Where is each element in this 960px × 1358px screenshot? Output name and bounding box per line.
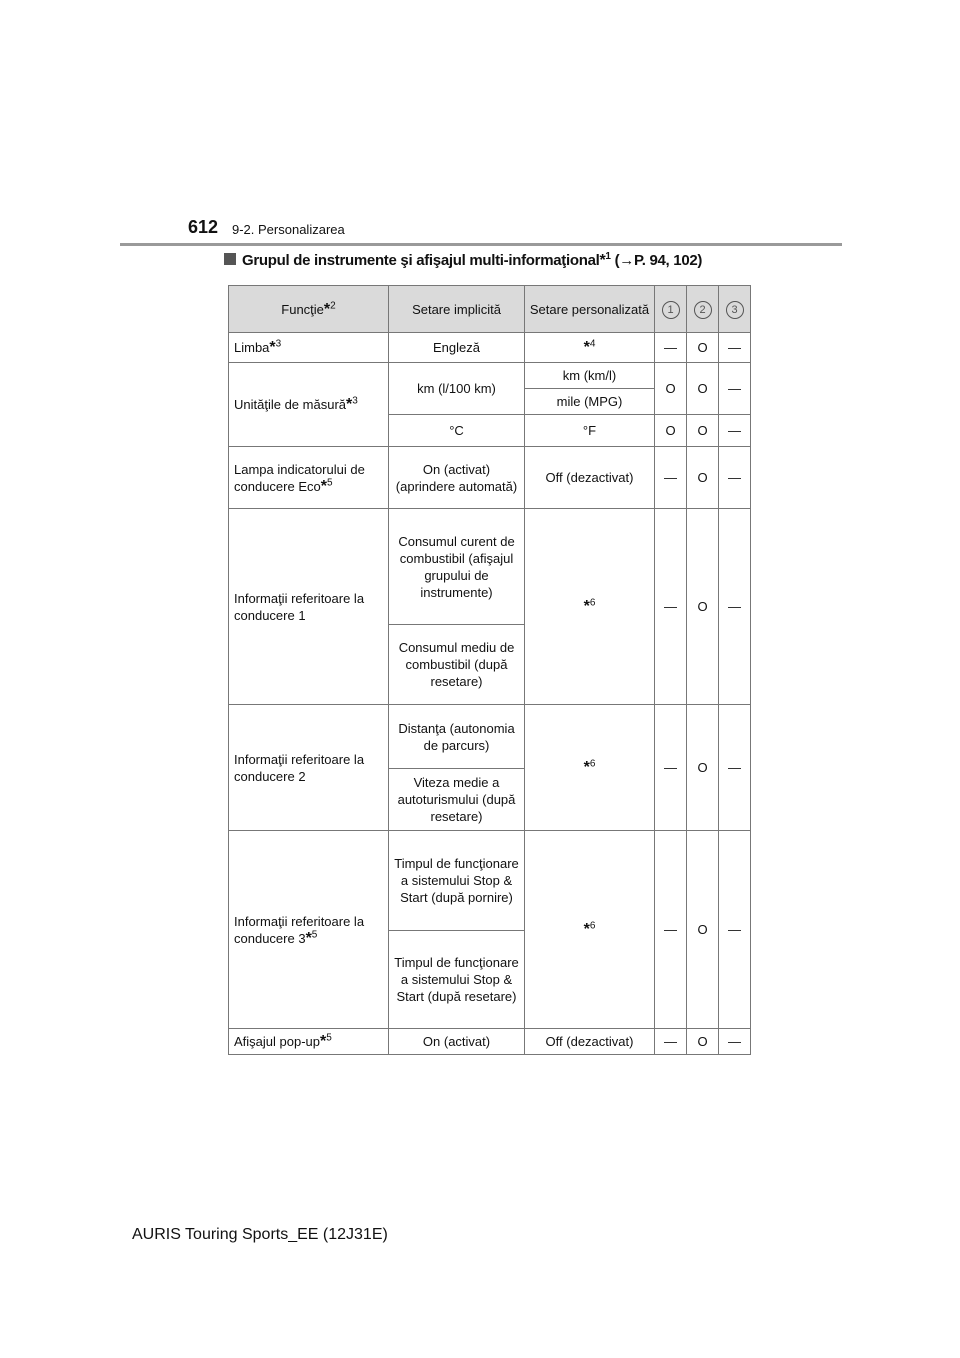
footer-model: AURIS Touring Sports_EE (12J31E) — [132, 1226, 388, 1243]
table-row: Informaţii referitoare la conducere 1 Consumul curent de combustibil (afişajul grupului de instrumente) *$^6$ — O — — [229, 509, 751, 625]
page-number: 612 — [188, 217, 219, 237]
table-row: Unităţile de măsură*$^3$ km (l/100 km) km (km/l) O O — — [229, 363, 751, 389]
square-bullet-icon — [224, 253, 236, 265]
table-row: Informaţii referitoare la conducere 2 Distanţa (autonomia de parcurs) *$^6$ — O — — [229, 705, 751, 769]
table-row: Timpul de funcţionare a sistemului Stop & Start (după resetare) — [229, 931, 751, 1029]
settings-table — [228, 285, 751, 1055]
table-row: Limba*$^3$ Engleză *$^4$ — O — — [229, 333, 751, 363]
header-custom: Setare personalizată — [525, 286, 655, 333]
circled-1-icon: 1 — [662, 301, 680, 319]
header-col1 — [655, 286, 687, 333]
asterisk-mark: * — [599, 252, 606, 269]
table-heading: Grupul de instrumente şi afişajul multi-informaţional*$^1$ (→P. 94, 102) — [224, 252, 702, 269]
table-row: Consumul mediu de combustibil (după resetare) — [229, 625, 751, 705]
page-reference: (→P. 94, 102) — [614, 252, 703, 269]
table-row: Lampa indicatorului de conducere Eco*$^5$ On (activat) (aprindere automată) Off (dezactivat) — O — — [229, 447, 751, 509]
header-default: Setare implicită — [389, 286, 525, 333]
header-col3 — [719, 286, 751, 333]
header-divider — [120, 243, 842, 246]
table-row: mile (MPG) — [229, 389, 751, 415]
table-row: Viteza medie a autoturismului (după resetare) — [229, 769, 751, 831]
table-row: Informaţii referitoare la conducere 3*$^5$ Timpul de funcţionare a sistemului Stop & Start (după pornire) *$^6$ — O — — [229, 831, 751, 931]
table-row: °C °F O O — — [229, 415, 751, 447]
circled-2-icon: 2 — [694, 301, 712, 319]
table-row: Afişajul pop-up*$^5$ On (activat) Off (dezactivat) — O — — [229, 1029, 751, 1055]
circled-3-icon: 3 — [726, 301, 744, 319]
section-title: 9-2. Personalizarea — [232, 222, 345, 237]
table-header-row — [229, 286, 751, 333]
header-function: Funcţie*$^2$ — [229, 286, 389, 333]
header-col2 — [687, 286, 719, 333]
